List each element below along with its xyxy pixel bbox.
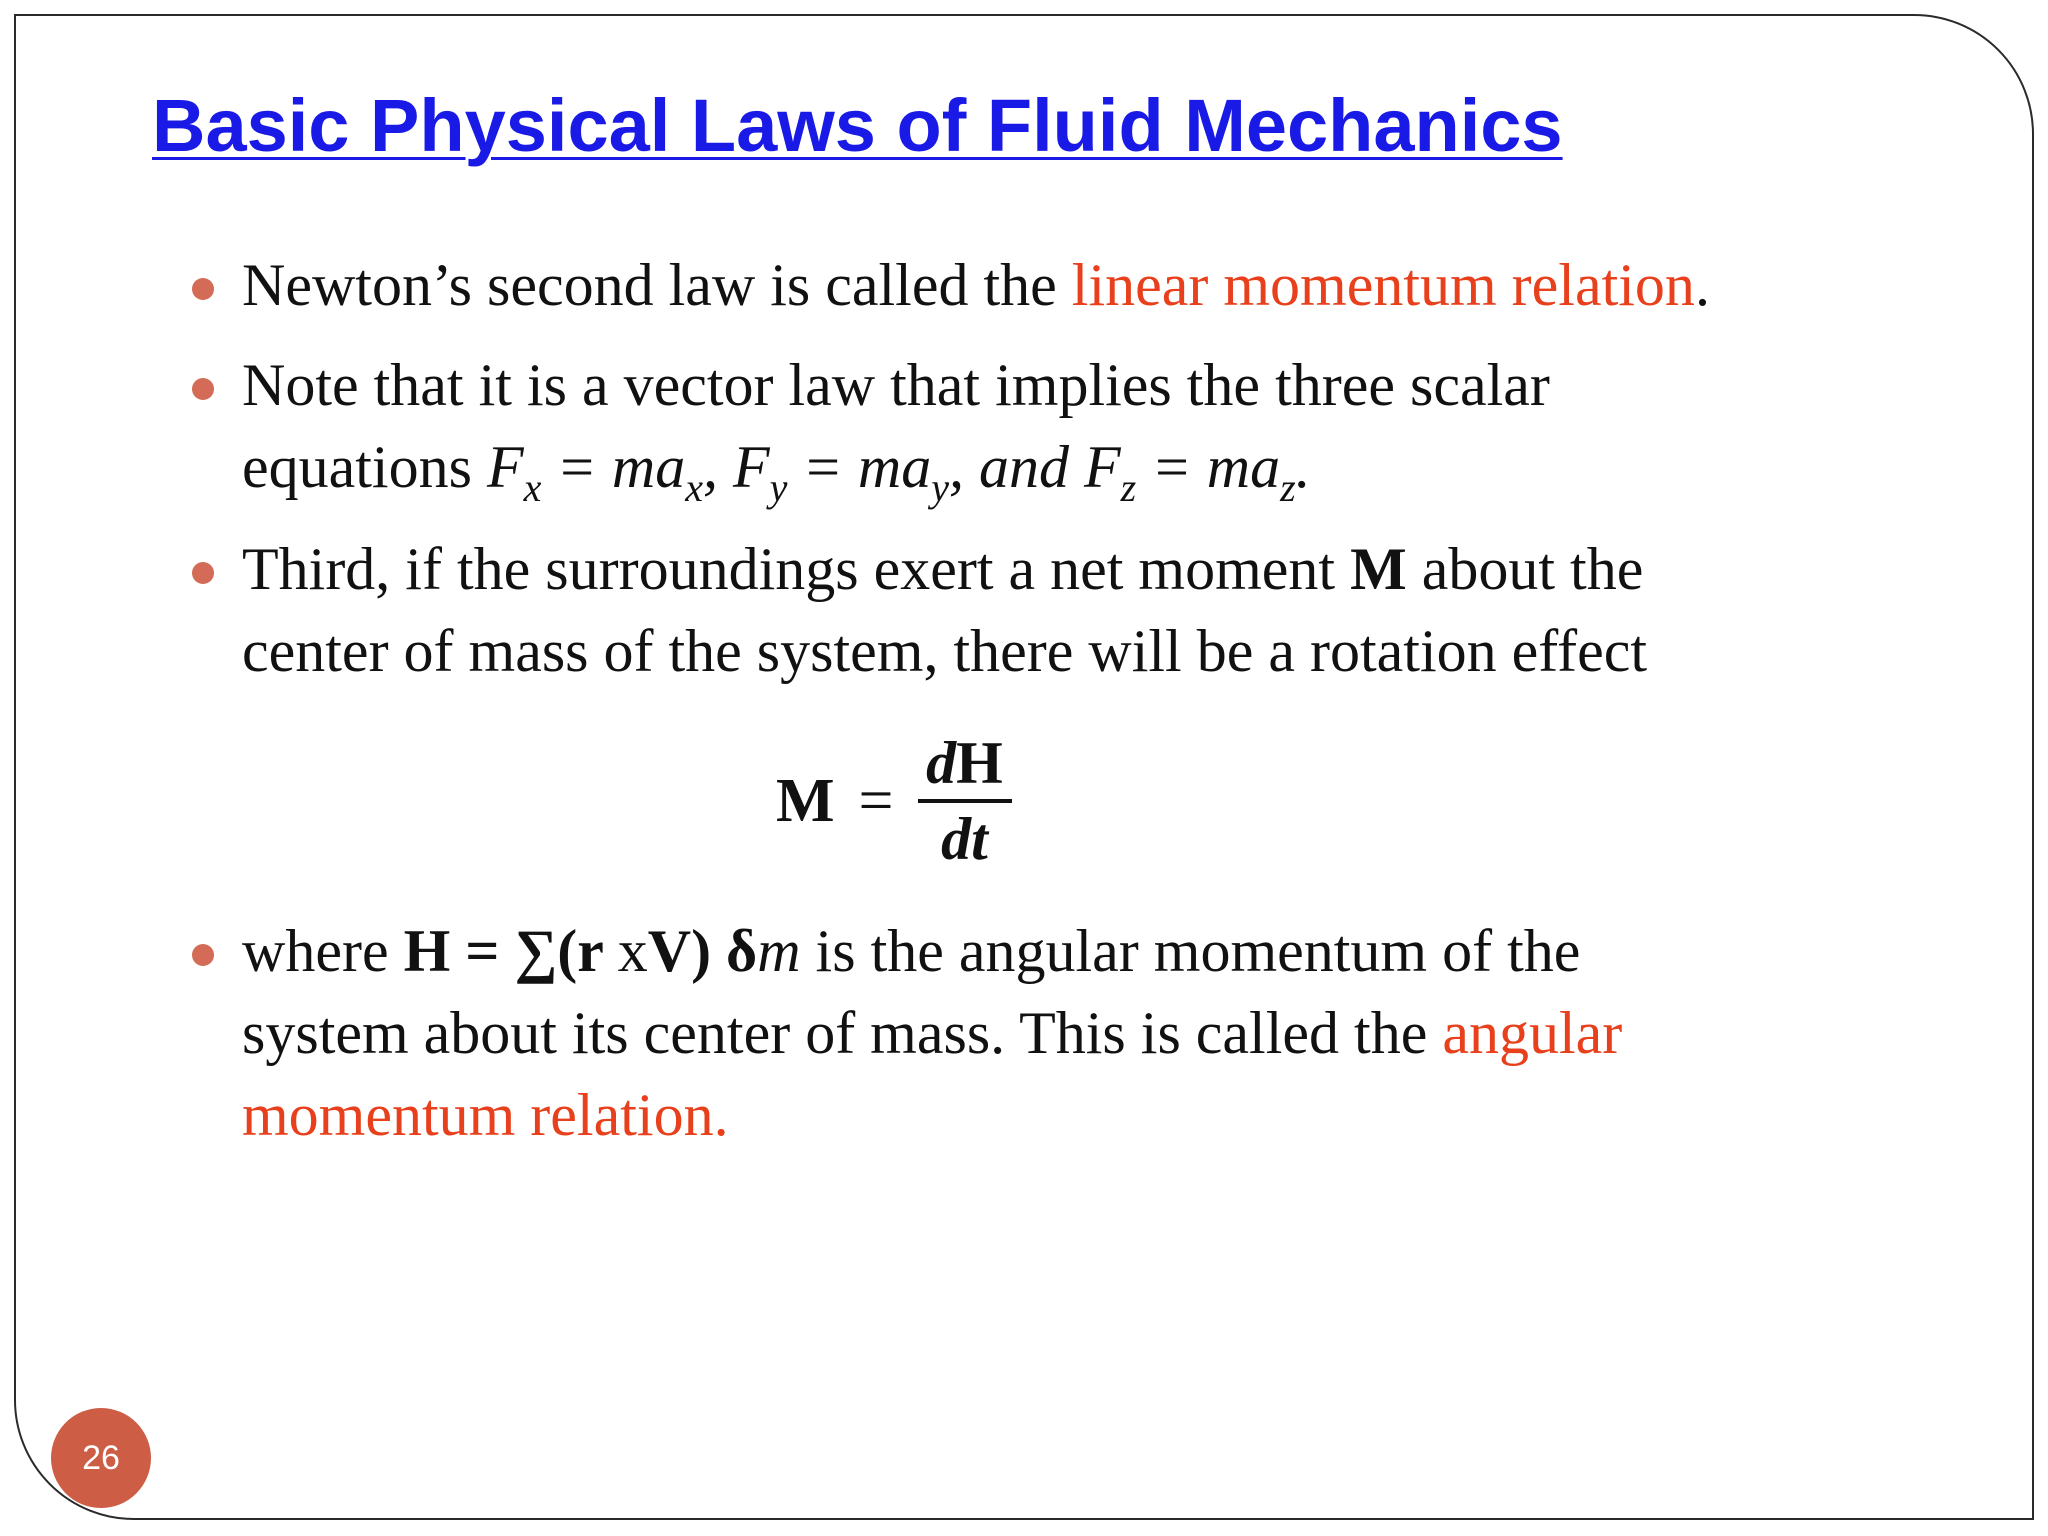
fraction-numerator: dH	[926, 730, 1003, 796]
force-y-equation: $F_y = ma_y$,	[732, 434, 980, 510]
bullet-line: center of mass of the system, there will be a rotation effect	[242, 618, 1648, 684]
scalar-equations-line	[242, 426, 1882, 508]
bullet-line: system about its center of mass. This is called the angular	[242, 1000, 1623, 1066]
bullet-line: Third, if the surroundings exert a net moment M about the	[242, 536, 1644, 602]
force-x-equation: $F_x = ma_x$,	[486, 434, 733, 510]
fraction	[918, 727, 1012, 875]
bullet-dot-icon	[192, 378, 214, 400]
highlight-linear-momentum: linear momentum relation	[1071, 252, 1695, 318]
bullet-text: Newton’s second law is called the	[242, 252, 1072, 318]
equation-lhs: M	[776, 766, 835, 835]
fraction-denominator: dt	[941, 806, 988, 872]
bullet-dot-icon	[192, 944, 214, 966]
bullet-punct: .	[1694, 252, 1710, 318]
bullet-dot-icon	[192, 278, 214, 300]
bullet-line	[242, 244, 1882, 326]
bullet-linear-momentum	[242, 244, 1882, 326]
equations-prefix: equations	[242, 434, 487, 500]
force-z-equation: and $F_z = ma_z$.	[979, 434, 1311, 510]
bullet-line: where H = ∑(r xV) δm is the angular momentum of the	[242, 918, 1581, 984]
slide-title: Basic Physical Laws of Fluid Mechanics	[152, 84, 1563, 167]
bullet-angular-momentum	[242, 910, 1882, 1156]
slide	[14, 14, 2034, 1520]
highlight-momentum-relation: momentum relation.	[242, 1082, 729, 1148]
page-number-badge: 26	[51, 1408, 151, 1508]
bullet-dot-icon	[192, 562, 214, 584]
moment-equation	[776, 716, 1012, 886]
highlight-angular: angular	[1442, 1000, 1623, 1066]
bullet-line: Note that it is a vector law that implies the three scalar	[242, 352, 1550, 418]
bullet-net-moment	[242, 528, 1882, 692]
angular-momentum-definition: H = ∑(r	[403, 918, 618, 984]
moment-symbol: M	[1350, 536, 1407, 602]
equation-equals: =	[858, 766, 894, 835]
bullet-vector-law	[242, 344, 1882, 508]
